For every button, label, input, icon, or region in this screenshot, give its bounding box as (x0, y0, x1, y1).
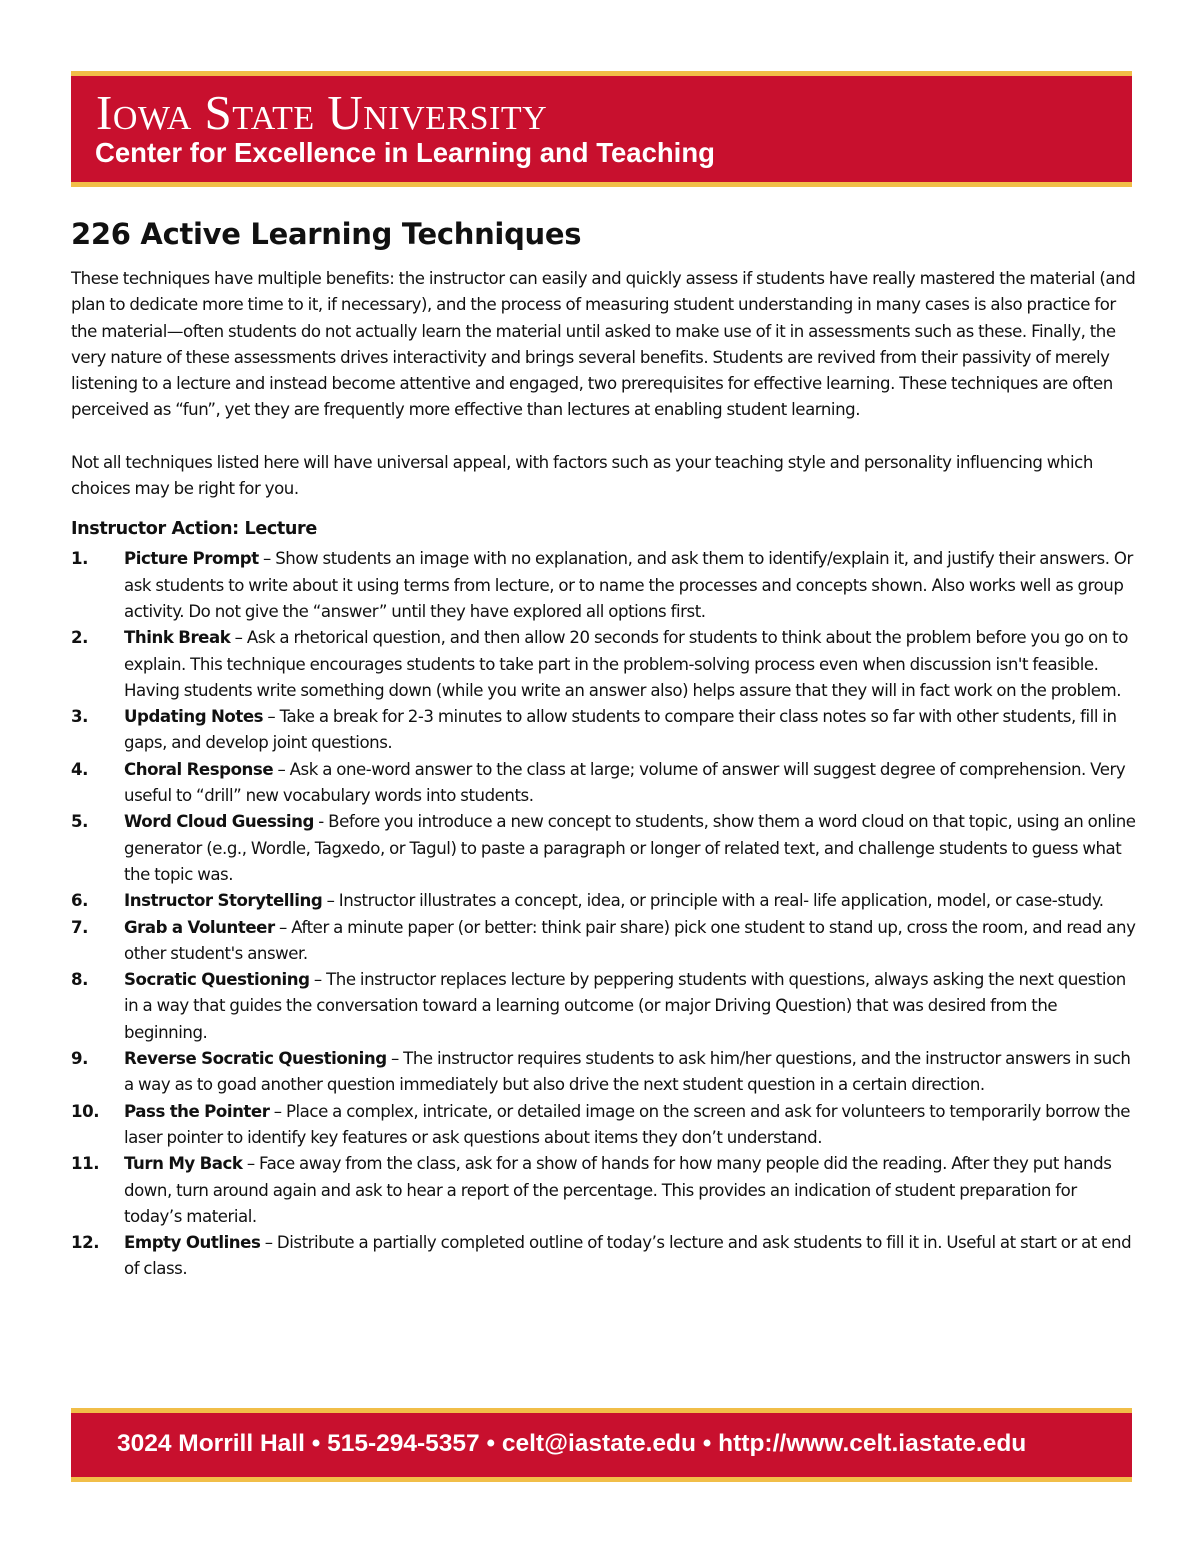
item-number: 3. (71, 707, 88, 727)
item-description: – Face away from the class, ask for a show of hands for how many people did the reading. After they put hands down, turn around again and ask to hear a report of the percentage. This provides an indication of student preparation for today’s material. (124, 1154, 1112, 1226)
list-item (71, 1046, 1136, 1099)
list-item (71, 888, 1136, 914)
intro-paragraph: Not all techniques listed here will have universal appeal, with factors such as your teaching style and personality influencing which choices may be right for you. (71, 452, 1093, 499)
item-term: Socratic Questioning (124, 970, 310, 990)
item-description: – Show students an image with no explanation, and ask them to identify/explain it, and justify their answers. Or ask students to write about it using terms from lecture, or to name the processes and concepts shown. Also works well as group activity. Do not give the “answer” until they have explored all options first. (124, 549, 1133, 621)
item-number: 5. (71, 812, 88, 832)
item-description: – Instructor illustrates a concept, idea, or principle with a real- life application, model, or case-study. (322, 891, 1104, 911)
item-number: 6. (71, 891, 88, 911)
item-number: 12. (71, 1233, 100, 1253)
item-term: Reverse Socratic Questioning (124, 1049, 387, 1069)
item-description: – Take a break for 2-3 minutes to allow students to compare their class notes so far with other students, fill in gaps, and develop joint questions. (124, 707, 1117, 753)
item-term: Empty Outlines (124, 1233, 261, 1253)
section-heading: Instructor Action: Lecture (71, 519, 317, 540)
item-number: 11. (71, 1154, 100, 1174)
item-term: Think Break (124, 628, 231, 648)
document-title: 226 Active Learning Techniques (71, 217, 582, 251)
footer-banner (71, 1408, 1132, 1482)
item-description: – Place a complex, intricate, or detailed image on the screen and ask for volunteers to temporarily borrow the laser pointer to identify key features or ask questions about items they don’t understand. (124, 1101, 1131, 1147)
intro-paragraph: These techniques have multiple benefits: the instructor can easily and quickly assess if students have really mastered the material (and plan to dedicate more time to it, if necessary), and the process of measuring student understanding in many cases is also practice for the material—often students do not actually learn the material until asked to make use of it in assessments such as these. Finally, the very nature of these assessments drives interactivity and brings several benefits. Students are revived from their passivity of merely listening to a lecture and instead become attentive and engaged, two prerequisites for effective learning. These techniques are often perceived as “fun”, yet they are frequently more effective than lectures at enabling student learning. (71, 269, 1136, 420)
item-number: 10. (71, 1101, 100, 1121)
list-item (71, 1230, 1136, 1283)
item-description: - Before you introduce a new concept to students, show them a word cloud on that topic, using an online generator (e.g., Wordle, Tagxedo, or Tagul) to paste a paragraph or longer of related text, and challenge students to guess what the topic was. (124, 812, 1136, 884)
list-item (71, 546, 1136, 625)
list-item (71, 704, 1136, 757)
list-item (71, 625, 1136, 704)
header-banner (71, 71, 1132, 187)
item-term: Pass the Pointer (124, 1101, 270, 1121)
item-number: 8. (71, 970, 88, 990)
item-description: – Ask a rhetorical question, and then allow 20 seconds for students to think about the problem before you go on to explain. This technique encourages students to take part in the problem-solving process even when discussion isn't feasible. Having students write something down (while you write an answer also) helps assure that they will in fact work on the problem. (124, 628, 1128, 700)
center-name: Center for Excellence in Learning and Teaching (95, 137, 715, 168)
item-number: 4. (71, 759, 88, 779)
item-description: – After a minute paper (or better: think pair share) pick one student to stand up, cross the room, and read any other student's answer. (124, 917, 1136, 963)
university-name: Iowa State University (96, 85, 548, 140)
item-term: Picture Prompt (124, 549, 259, 569)
item-term: Grab a Volunteer (124, 917, 275, 937)
item-number: 9. (71, 1049, 88, 1069)
list-item (71, 1151, 1136, 1230)
item-term: Word Cloud Guessing (124, 812, 314, 832)
list-item (71, 809, 1136, 888)
list-item (71, 757, 1136, 810)
item-term: Instructor Storytelling (124, 891, 323, 911)
document-body (71, 210, 1136, 1283)
item-term: Updating Notes (124, 707, 264, 727)
footer-contact: 3024 Morrill Hall • 515-294-5357 • celt@iastate.edu • http://www.celt.iastate.edu (117, 1430, 1027, 1457)
technique-list (71, 546, 1136, 1282)
list-item (71, 915, 1136, 968)
item-description: – The instructor replaces lecture by peppering students with questions, always asking the next question in a way that guides the conversation toward a learning outcome (or major Driving Question) that was desired from the beginning. (124, 970, 1126, 1042)
item-term: Turn My Back (124, 1154, 243, 1174)
item-number: 2. (71, 628, 88, 648)
item-description: – Distribute a partially completed outline of today’s lecture and ask students to fill it in. Useful at start or at end of class. (124, 1233, 1132, 1279)
item-number: 1. (71, 549, 88, 569)
item-term: Choral Response (124, 759, 274, 779)
item-number: 7. (71, 917, 88, 937)
list-item (71, 1099, 1136, 1152)
item-description: – Ask a one-word answer to the class at large; volume of answer will suggest degree of comprehension. Very useful to “drill” new vocabulary words into students. (124, 759, 1126, 806)
item-description: – The instructor requires students to ask him/her questions, and the instructor answers in such a way as to goad another question immediately but also drive the next student question in a certain direction. (124, 1049, 1131, 1095)
list-item (71, 967, 1136, 1046)
